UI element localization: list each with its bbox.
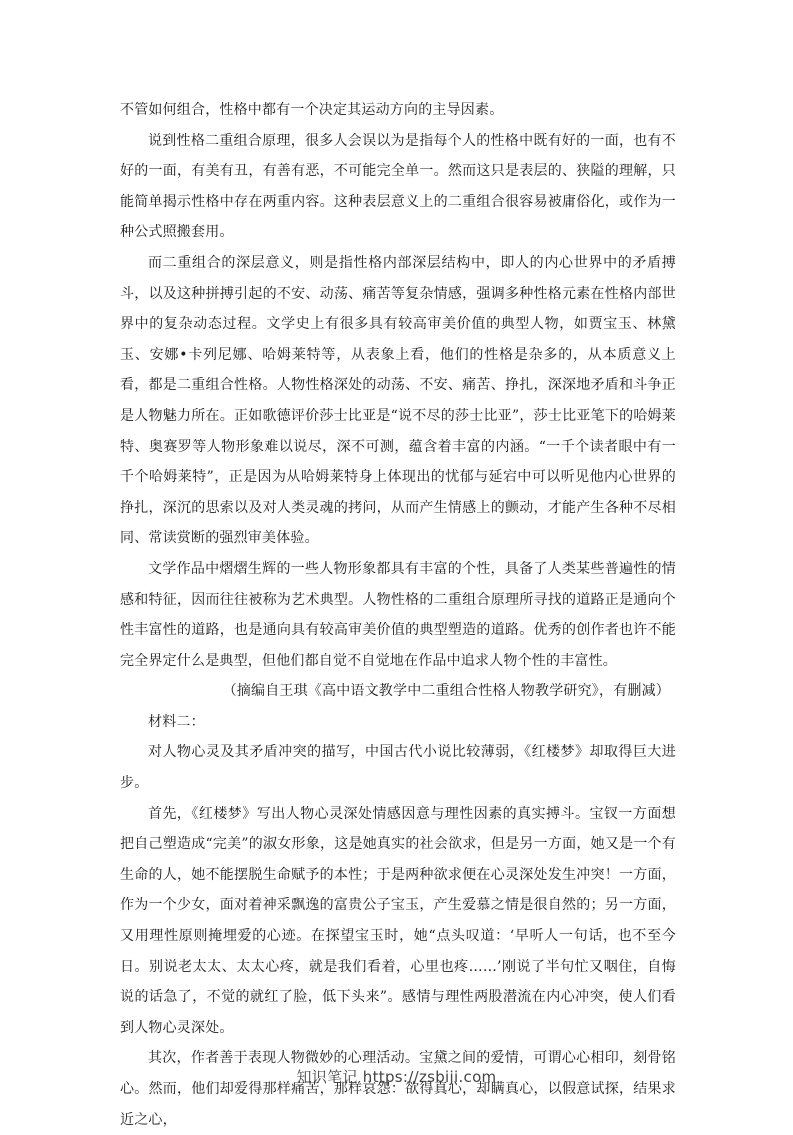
footer-watermark: 知识笔记 https://zsbiji.com [296,1068,497,1086]
paragraph: 而二重组合的深层意义，则是指性格内部深层结构中，即人的内心世界中的矛盾搏斗，以及这种拼搏引起的不安、动荡、痛苦等复杂情感，强调多种性格元素在性格内部世界中的复杂动态过程。文学史上有很多具有较高审美价值的典型人物，如贾宝玉、林黛玉、安娜•卡列尼娜、哈姆莱特等，从表象上看，他们的性格是杂多的，从本质意义上看，都是二重组合性格。人物性格深处的动荡、不安、痛苦、挣扎，深深地矛盾和斗争正是人物魅力所在。正如歌德评价莎士比亚是“说不尽的莎士比亚”，莎士比亚笔下的哈姆莱特、奥赛罗等人物形象难以说尽，深不可测，蕴含着丰富的内涵。“一千个读者眼中有一千个哈姆莱特”，正是因为从哈姆莱特身上体现出的忧郁与延宕中可以听见他内心世界的挣扎，深沉的思索以及对人类灵魂的拷问，从而产生情感上的颤动，才能产生各种不尽相同、常读赏断的强烈审美体验。 [120,254,676,547]
paragraph: 对人物心灵及其矛盾冲突的描写，中国古代小说比较薄弱，《红楼梦》却取得巨大进步。 [120,744,676,792]
paragraph: 首先，《红楼梦》写出人物心灵深处情感因意与理性因素的真实搏斗。宝钗一方面想把自己塑造成“完美”的淑女形象，这是她真实的社会欲求，但是另一方面，她又是一个有生命的人，她不能摆脱生命赋予的本性；于是两种欲求便在心灵深处发生冲突！一方面，作为一个少女，面对着神采飘逸的富贵公子宝玉，产生爱慕之情是很自然的；另一方面，又用理性原则掩埋爱的心迹。在探望宝玉时，她“点头叹道：‘早听人一句话，也不至今日。别说老太太、太太心疼，就是我们看着，心里也疼……’刚说了半句忙又咽住，自悔说的话急了，不觉的就红了脸，低下头来”。感情与理性两股潜流在内心冲突，使人们看到人物心灵深处。 [120,805,676,1036]
paragraph: 其次，作者善于表现人物微妙的心理活动。宝黛之间的爱情，可谓心心相印，刻骨铭心。然而，他们却爱得那样痛苦，那样哀怨：欲得真心，却瞒真心，以假意试探，结果求近之心， [120,1050,676,1128]
material-label: 材料二： [148,713,205,730]
paragraph: 不管如何组合，性格中都有一个决定其运动方向的主导因素。 [120,102,504,118]
paragraph: 文学作品中熠熠生辉的一些人物形象都具有丰富的个性，具备了人类某些普遍性的情感和特征，因而往往被称为艺术典型。人物性格的二重组合原理所寻找的道路正是通向个性丰富性的道路，也是通向具有较高审美价值的典型塑造的道路。优秀的创作者也许不能完全界定什么是典型，但他们都自觉不自觉地在作品中追求人物个性的丰富性。 [120,560,676,669]
document-body [120,95,676,1135]
paragraph: 说到性格二重组合原理，很多人会误以为是指每个人的性格中既有好的一面，也有不好的一面，有美有丑，有善有恶，不可能完全单一。然而这只是表层的、狭隘的理解，只能简单揭示性格中存在两重内容。这种表层意义上的二重组合很容易被庸俗化，或作为一种公式照搬套用。 [120,132,676,241]
source-citation: （摘编自王琪《高中语文教学中二重组合性格人物教学研究》，有删减） [222,683,670,700]
